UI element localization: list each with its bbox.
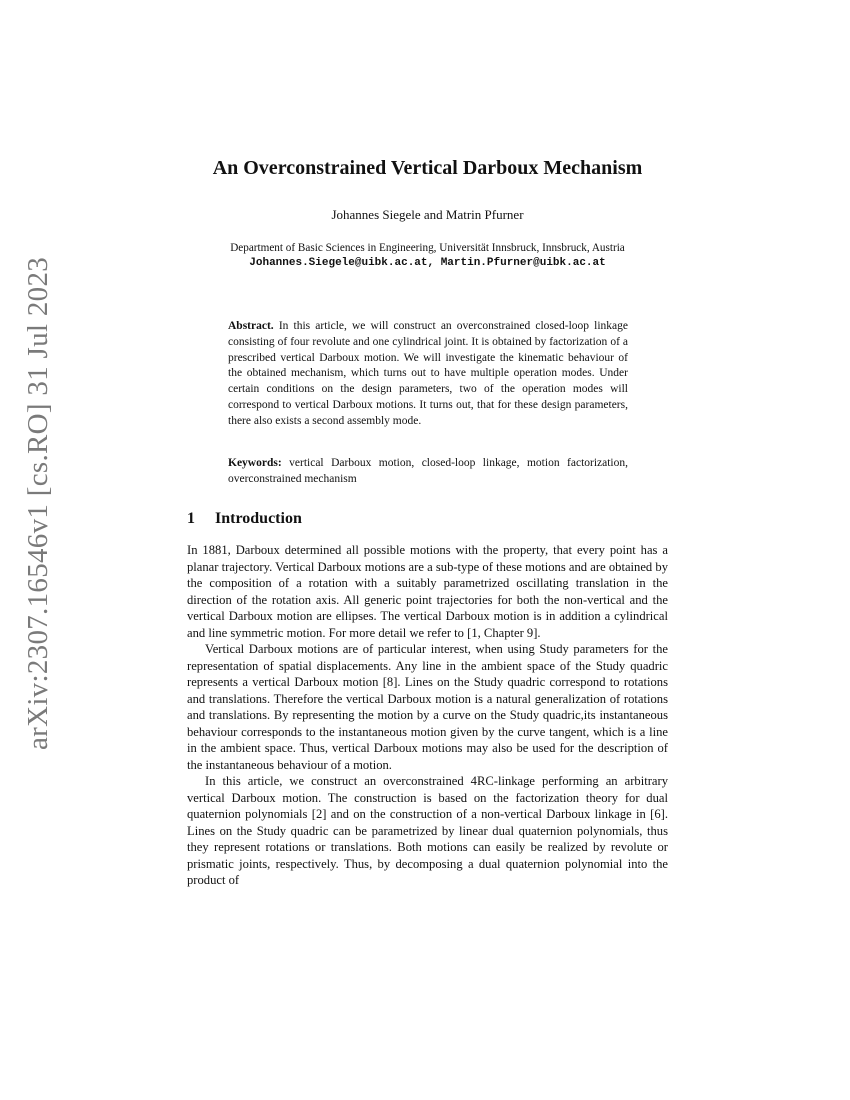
keywords-label: Keywords: — [228, 457, 282, 469]
section-body — [187, 542, 668, 889]
abstract-text: In this article, we will construct an overconstrained closed-loop linkage consisting of four revolute and one cylindrical joint. It is obtained by factorization of a prescribed vertical Darboux motion. We will investigate the kinematic behaviour of the obtained mechanism, which turns out to have multiple operation modes. Under certain conditions on the design parameters, two of the operation modes will correspond to vertical Darboux motions. It turns out, that for these design parameters, there also exists a second assembly mode. — [228, 320, 629, 427]
keywords-text: vertical Darboux motion, closed-loop linkage, motion factorization, overconstrained mechanism — [228, 457, 629, 485]
abstract — [228, 319, 628, 430]
paragraph: In 1881, Darboux determined all possible motions with the property, that every point has a planar trajectory. Vertical Darboux motions are a sub-type of these motions and are obtained by the composition of a rotation with a suitably parametrized oscillating translation in the direction of the rotation axis. All generic point trajectories for both the non-vertical and the vertical Darboux motion are ellipses. The vertical Darboux motion is in addition a cylindrical and line symmetric motion. For more detail we refer to [1, Chapter 9]. — [187, 543, 668, 640]
keywords — [228, 456, 628, 488]
section-title: Introduction — [215, 510, 302, 527]
paragraph: In this article, we construct an overconstrained 4RC-linkage performing an arbitrary vertical Darboux motion. The construction is based on the factorization theory for dual quaternion polynomials [2] and on the construction of a non-vertical Darboux linkage in [6]. Lines on the Study quadric can be parametrized by linear dual quaternion polynomials, thus they represent rotations or translations. Both motions can easily be realized by revolute or prismatic joints, respectively. Thus, by decomposing a dual quaternion polynomial into the product of — [187, 774, 668, 887]
paragraph: Vertical Darboux motions are of particular interest, when using Study parameters for the representation of spatial displacements. Any line in the ambient space of the Study quadric represents a vertical Darboux motion [8]. Lines on the Study quadric correspond to rotations and translations. Therefore the vertical Darboux motion is a natural generalization of rotations and translations. By representing the motion by a curve on the Study quadric,its instantaneous behaviour corresponds to the instantaneous motion given by the curve tangent, which is a line in the ambient space. Thus, vertical Darboux motions may also be used for the description of the instantaneous behaviour of a motion. — [187, 642, 668, 772]
author-emails: Johannes.Siegele@uibk.ac.at, Martin.Pfurner@uibk.ac.at — [249, 257, 606, 269]
affiliation: Department of Basic Sciences in Engineering, Universität Innsbruck, Innsbruck, Austria — [230, 242, 625, 254]
arxiv-id: arXiv:2307.16546v1 [cs.RO] 31 Jul 2023 — [22, 256, 55, 750]
section-number: 1 — [187, 510, 195, 527]
arxiv-stamp — [14, 256, 64, 750]
affiliation-block — [197, 241, 658, 271]
abstract-label: Abstract. — [228, 320, 274, 332]
author-list: Johannes Siegele and Matrin Pfurner — [331, 207, 524, 222]
section-heading — [187, 510, 302, 528]
paper-title: An Overconstrained Vertical Darboux Mechanism — [212, 157, 643, 179]
